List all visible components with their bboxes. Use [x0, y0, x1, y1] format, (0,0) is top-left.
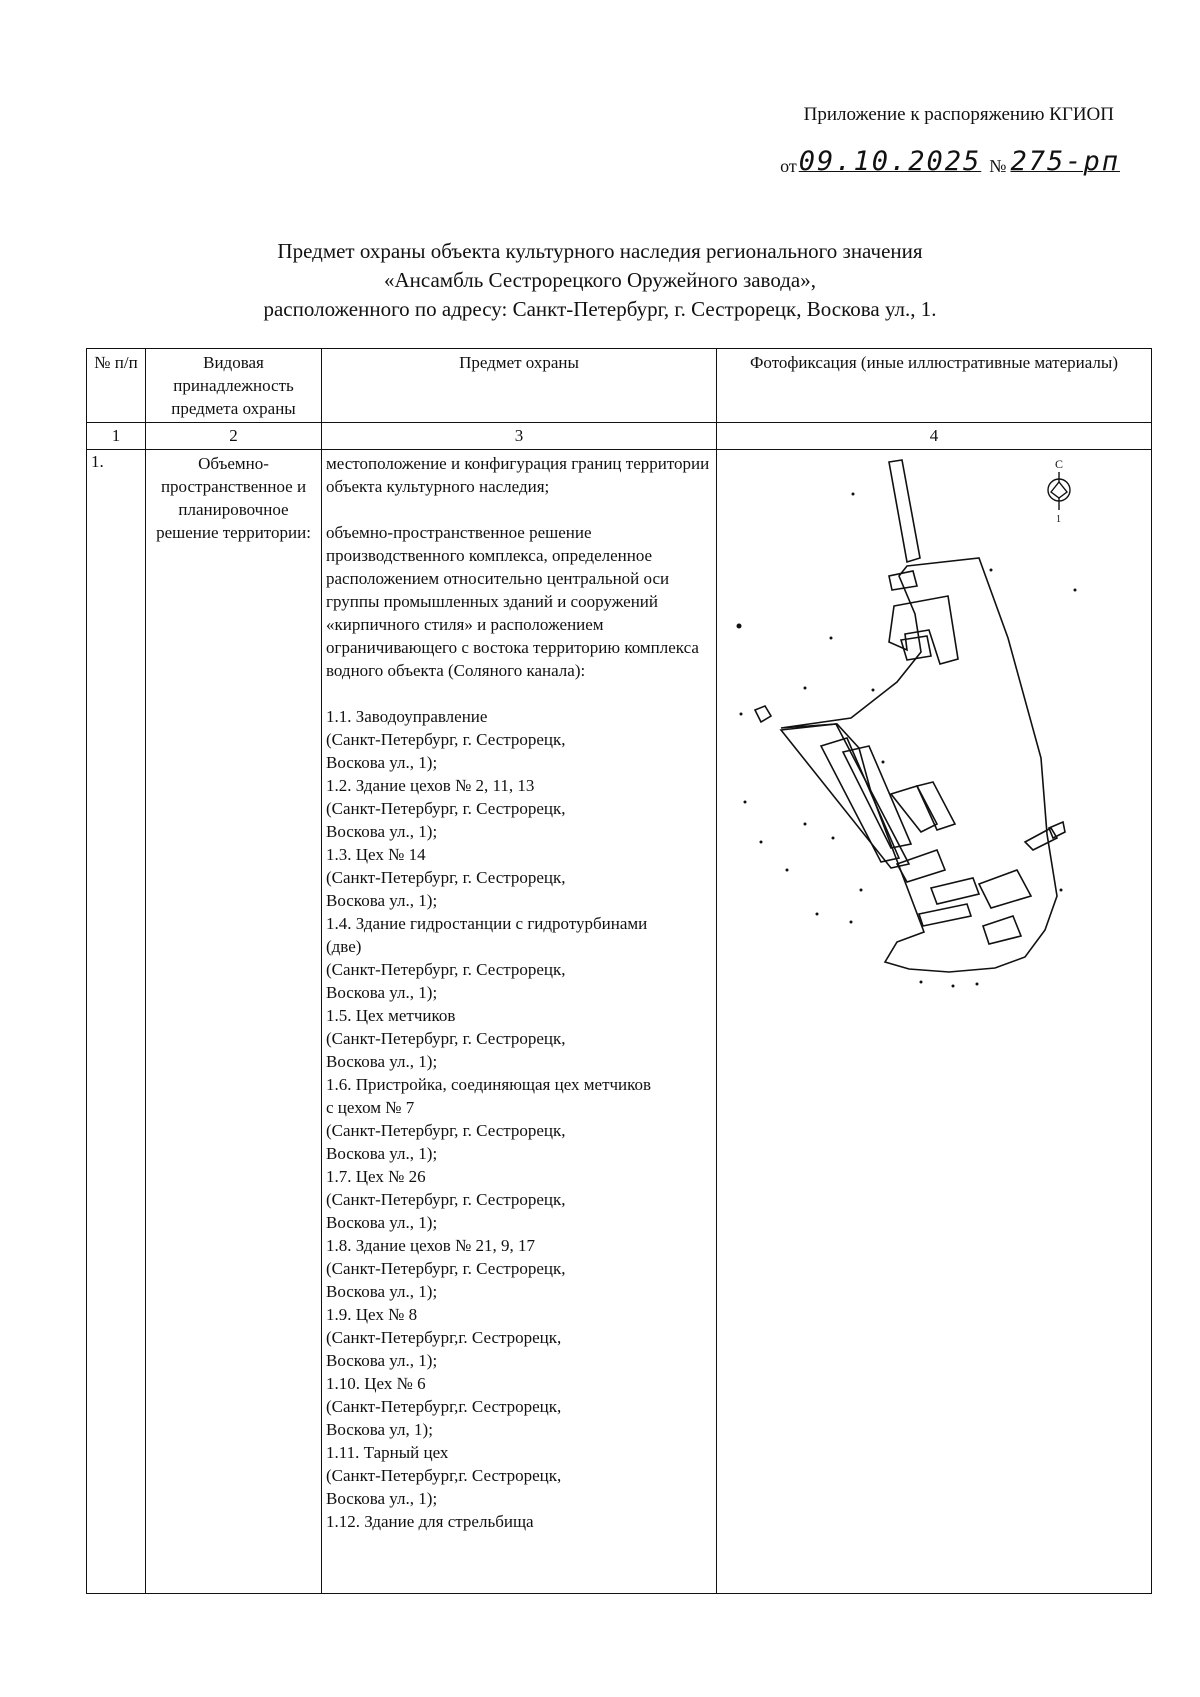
object-list-line: 1.6. Пристройка, соединяющая цех метчиков	[326, 1075, 652, 1094]
object-list-line: (Санкт-Петербург,г. Сестрорецк,	[326, 1328, 562, 1347]
north-mark: 1	[1056, 514, 1061, 525]
header-number: № п/п	[87, 349, 146, 423]
object-list-line: 1.5. Цех метчиков	[326, 1006, 456, 1025]
object-list-line: 1.3. Цех № 14	[326, 845, 426, 864]
object-list-line: Воскова ул., 1);	[326, 822, 438, 841]
subject-paragraph: объемно-пространственное решение производственного комплекса, определенное расположением относительно центральной оси группы промышленных зданий и сооружений «кирпичного стиля» и расположением ограничивающего с востока территорию комплекса водного объекта (Соляного канала):	[326, 523, 699, 680]
object-list-line: (Санкт-Петербург, г. Сестрорецк,	[326, 960, 566, 979]
plan-building	[1025, 828, 1057, 850]
row-type: Объемно-пространственное и планировочное решение территории:	[146, 450, 322, 1594]
object-list-line: Воскова ул., 1);	[326, 983, 438, 1002]
order-number: 275-рп	[1010, 146, 1120, 177]
object-list-line: Воскова ул., 1);	[326, 1489, 438, 1508]
order-prefix: от	[780, 156, 797, 176]
table-row	[87, 450, 1152, 1594]
object-list-line: (Санкт-Петербург, г. Сестрорецк,	[326, 1121, 566, 1140]
object-list-line: Воскова ул., 1);	[326, 1052, 438, 1071]
row-number: 1.	[87, 450, 146, 1594]
north-arrow-icon	[1048, 472, 1070, 510]
object-list-line: Воскова ул., 1);	[326, 1282, 438, 1301]
appendix-caption: Приложение к распоряжению КГИОП	[803, 104, 1114, 125]
object-list-line: (Санкт-Петербург, г. Сестрорецк,	[326, 1029, 566, 1048]
header-photo: Фотофиксация (иные иллюстративные материалы)	[717, 349, 1152, 423]
object-list-line: 1.12. Здание для стрельбища	[326, 1512, 534, 1531]
object-list-line: (Санкт-Петербург,г. Сестрорецк,	[326, 1466, 562, 1485]
object-list-line: Воскова ул., 1);	[326, 1213, 438, 1232]
object-list-line: (Санкт-Петербург, г. Сестрорецк,	[326, 799, 566, 818]
object-list-line: Воскова ул., 1);	[326, 891, 438, 910]
column-number: 1	[87, 423, 146, 450]
north-letter: С	[1055, 457, 1064, 471]
territory-boundary	[781, 558, 1057, 972]
plan-building	[843, 746, 911, 848]
header-subject: Предмет охраны	[322, 349, 717, 423]
table-header-row	[87, 349, 1152, 423]
plan-building	[919, 904, 971, 926]
object-list-line: 1.4. Здание гидростанции с гидротурбинами	[326, 914, 648, 933]
site-plan-drawing	[721, 452, 1176, 1012]
object-list-line: (Санкт-Петербург, г. Сестрорецк,	[326, 1259, 566, 1278]
plan-building	[901, 636, 931, 660]
plan-building	[931, 878, 979, 904]
plan-building	[889, 460, 920, 562]
object-list-line: 1.11. Тарный цех	[326, 1443, 449, 1462]
object-list-line: Воскова ул., 1);	[326, 1144, 438, 1163]
plan-building	[983, 916, 1021, 944]
protection-subject-table	[86, 348, 1152, 1594]
order-number-sign: №	[989, 156, 1007, 176]
header-type: Видовая принадлежность предмета охраны	[146, 349, 322, 423]
object-list	[326, 705, 712, 1533]
document-title	[0, 237, 1200, 324]
object-list-line: 1.7. Цех № 26	[326, 1167, 426, 1186]
plan-building	[889, 596, 958, 664]
title-line-2: «Ансамбль Сестрорецкого Оружейного завода»,	[384, 268, 816, 292]
object-list-line: 1.2. Здание цехов № 2, 11, 13	[326, 776, 535, 795]
column-number: 3	[322, 423, 717, 450]
object-list-line: 1.10. Цех № 6	[326, 1374, 426, 1393]
object-list-line: (Санкт-Петербург,г. Сестрорецк,	[326, 1397, 562, 1416]
title-line-3: расположенного по адресу: Санкт-Петербург, г. Сестрорецк, Воскова ул., 1.	[263, 297, 937, 321]
object-list-line: Воскова ул., 1);	[326, 1351, 438, 1370]
site-plan	[721, 452, 1147, 1012]
column-number: 4	[717, 423, 1152, 450]
object-list-line: (Санкт-Петербург, г. Сестрорецк,	[326, 730, 566, 749]
object-list-line: (Санкт-Петербург, г. Сестрорецк,	[326, 868, 566, 887]
plan-building	[755, 706, 771, 722]
row-subject	[322, 450, 717, 1594]
object-list-line: (две)	[326, 937, 362, 956]
plan-building	[821, 738, 899, 862]
object-list-line: 1.1. Заводоуправление	[326, 707, 488, 726]
object-list-line: Воскова ул., 1);	[326, 753, 438, 772]
plan-building	[979, 870, 1031, 908]
plan-building	[891, 786, 937, 832]
column-number-row	[87, 423, 1152, 450]
subject-paragraph: местоположение и конфигурация границ территории объекта культурного наследия;	[326, 454, 710, 496]
order-reference	[780, 146, 1120, 177]
object-list-line: 1.9. Цех № 8	[326, 1305, 418, 1324]
object-list-line: с цехом № 7	[326, 1098, 415, 1117]
object-list-line: 1.8. Здание цехов № 21, 9, 17	[326, 1236, 536, 1255]
row-photo	[717, 450, 1152, 1594]
title-line-1: Предмет охраны объекта культурного наследия регионального значения	[277, 239, 923, 263]
order-date: 09.10.2025	[798, 146, 982, 177]
object-list-line: Воскова ул, 1);	[326, 1420, 433, 1439]
object-list-line: (Санкт-Петербург, г. Сестрорецк,	[326, 1190, 566, 1209]
column-number: 2	[146, 423, 322, 450]
